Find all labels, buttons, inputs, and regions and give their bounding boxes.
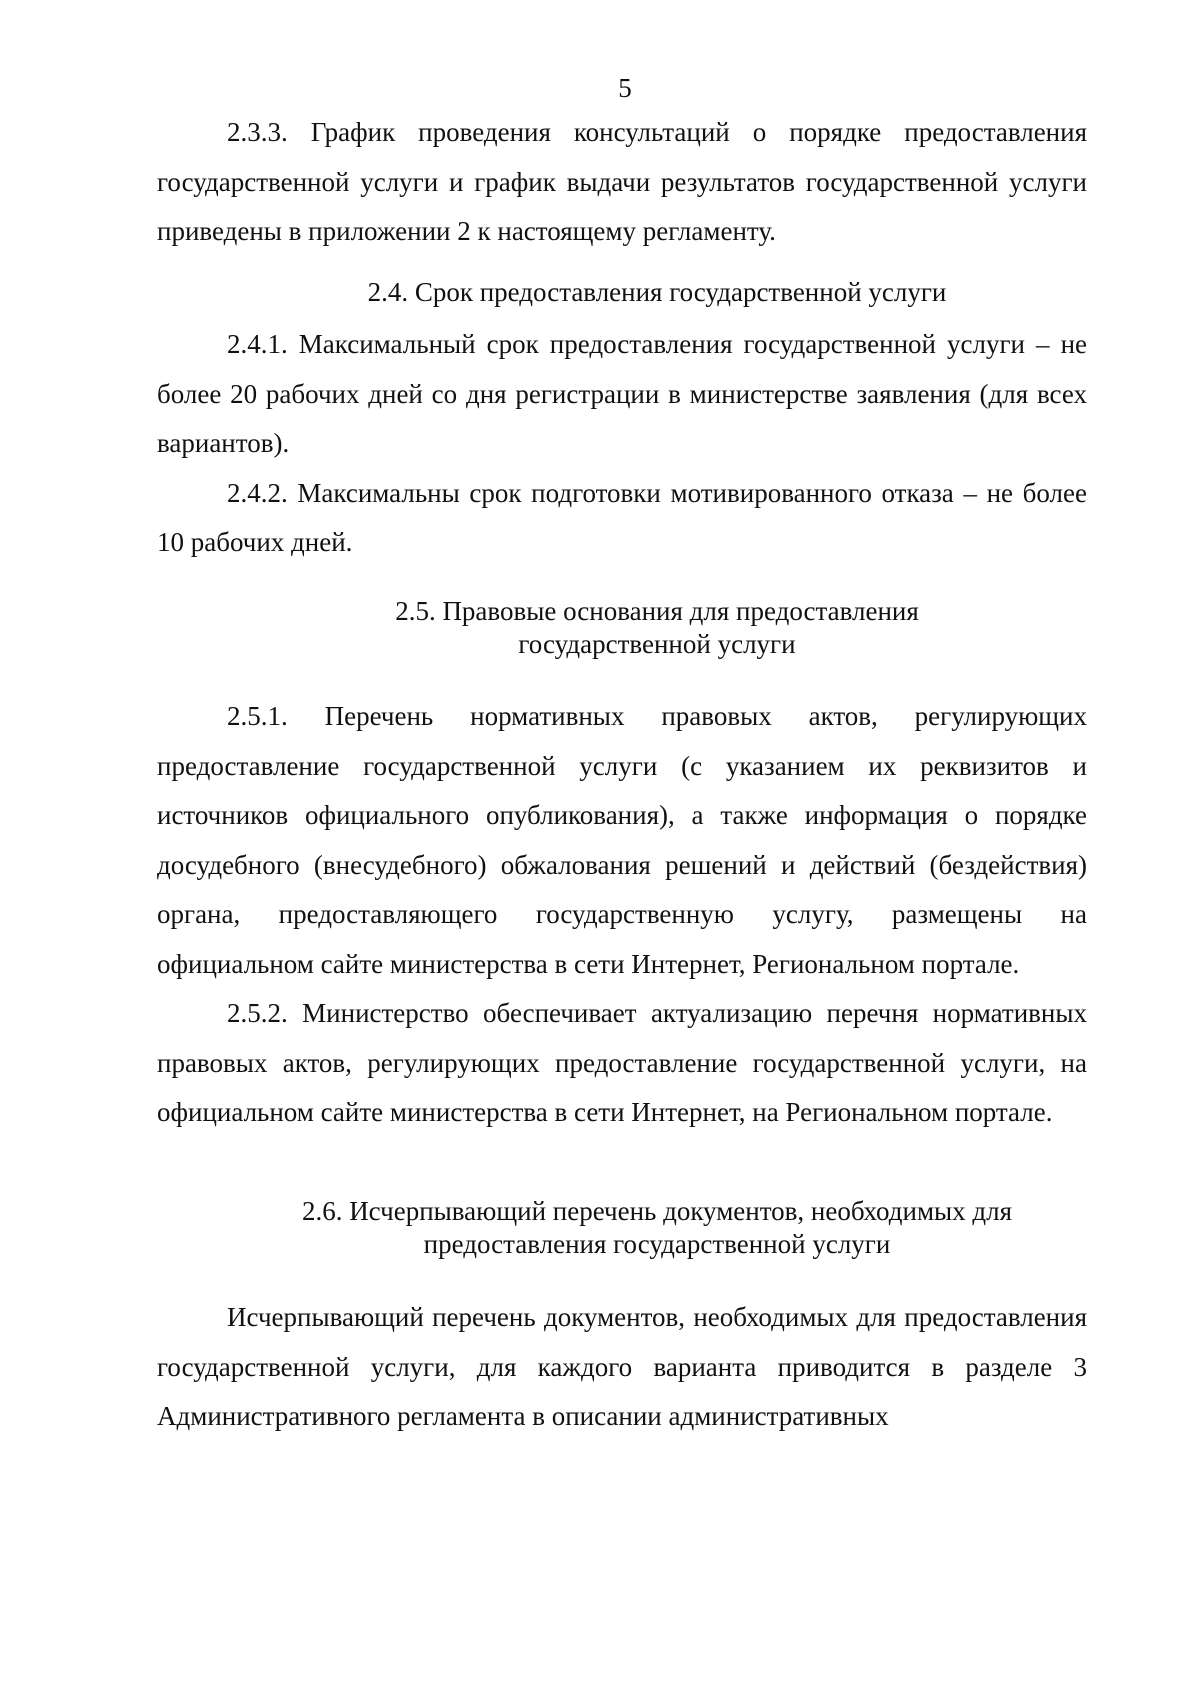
paragraph-2-3-3-block <box>157 108 1087 257</box>
page-number: 5 <box>618 73 632 103</box>
paragraph-2-4-2: 2.4.2. Максимальны срок подготовки мотивированного отказа – не более 10 рабочих дней. <box>157 477 1087 557</box>
paragraph-2-5-1: 2.5.1. Перечень нормативных правовых актов, регулирующих предоставление государственной услуги (с указанием их реквизитов и источников официального опубликования), а также информация о порядке досудебного (внесудебного) обжалования решений и действий (бездействия) органа, предоставляющего государственную услугу, размещены на официальном сайте министерства в сети Интернет, Региональном портале. <box>157 701 1087 979</box>
section-heading-2-5-line1: 2.5. Правовые основания для предоставления <box>395 596 919 626</box>
paragraph-2-6: Исчерпывающий перечень документов, необходимых для предоставления государственной услуги, для каждого варианта приводится в разделе 3 Административного регламента в описании административных <box>157 1302 1087 1431</box>
section-heading-2-6 <box>157 1195 1157 1261</box>
paragraph-2-4-block <box>157 320 1087 568</box>
paragraph-2-6-block <box>157 1293 1087 1442</box>
section-heading-2-5 <box>157 595 1157 661</box>
section-heading-2-4-text: 2.4. Срок предоставления государственной услуги <box>367 277 947 307</box>
paragraph-2-5-block <box>157 692 1087 1138</box>
paragraph-2-4-1: 2.4.1. Максимальный срок предоставления государственной услуги – не более 20 рабочих дней со дня регистрации в министерстве заявления (для всех вариантов). <box>157 329 1087 458</box>
paragraph-2-3-3: 2.3.3. График проведения консультаций о порядке предоставления государственной услуги и график выдачи результатов государственной услуги приведены в приложении 2 к настоящему регламенту. <box>157 117 1087 246</box>
section-heading-2-6-line2: предоставления государственной услуги <box>423 1229 891 1259</box>
section-heading-2-4 <box>157 276 1157 309</box>
section-heading-2-5-line2: государственной услуги <box>518 629 796 659</box>
paragraph-2-5-2: 2.5.2. Министерство обеспечивает актуализацию перечня нормативных правовых актов, регулирующих предоставление государственной услуги, на официальном сайте министерства в сети Интернет, на Региональном портале. <box>157 998 1087 1127</box>
section-heading-2-6-line1: 2.6. Исчерпывающий перечень документов, необходимых для <box>301 1196 1013 1226</box>
